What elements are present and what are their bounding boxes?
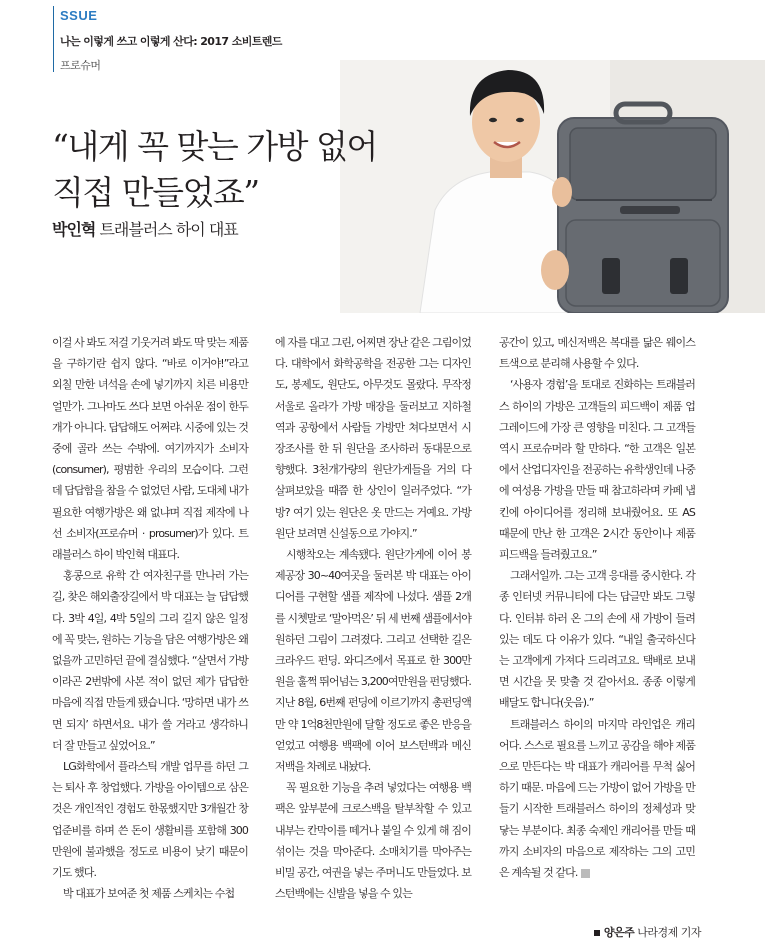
article-headline — [52, 124, 377, 216]
paragraph: 꼭 필요한 기능을 추려 넣었다는 여행용 백팩은 앞부분에 크로스백을 탈부착할 수 있고 내부는 칸막이를 떼거나 붙일 수 있게 해 짐이 섞이는 것을 막아준다. 소매치기를 막아주는 비밀 공간, 여권을 넣는 주머니도 만들었다. 보스턴백에는 신발을 넣을 수 있는 — [275, 781, 471, 901]
paragraph: 이걸 사 봐도 저걸 기웃거려 봐도 딱 맞는 제품을 구하기란 쉽지 않다. “바로 이거야!”라고 외칠 만한 녀석을 손에 넣기까지 치른 비용만 얼만가. 그나마도 쓰다 보면 아쉬운 점이 한두 개가 아니다. 답답해도 어쩌랴. 시중에 있는 것 중에 골라 쓰는 수밖에. 여기까지가 소비자(consumer), 평범한 우리의 모습이다. 그런데 답답함을 참을 수 없었던 사람, 도대체 내가 필요한 여행가방은 왜 없냐며 직접 제작에 나선 소비자(프로슈머 · prosumer)가 있다. 트래블러스 하이 박인혁 대표다. — [52, 336, 248, 562]
article-column-3 — [499, 332, 695, 883]
article-column-1 — [52, 332, 248, 904]
paragraph: ‘사용자 경험’을 토대로 진화하는 트래블러스 하이의 가방은 고객들의 피드백이 제품 업그레이드에 가장 큰 영향을 미친다. 그 고객들 역시 프로슈머라 할 만하다. “한 고객은 일본에서 산업디자인을 전공하는 유학생인데 나중에 여성용 가방을 만들 때 참고하라며 카페 냅킨에 아이디어를 정리해 보내줬어요. 또 AS 때문에 만난 한 고객은 2시간 동안이나 제품 피드백을 들려줬고요.” — [499, 378, 695, 562]
square-bullet-icon — [594, 930, 600, 936]
end-mark-icon — [581, 869, 590, 878]
paragraph-text: 트래블러스 하이의 마지막 라인업은 캐리어다. 스스로 필요를 느끼고 공감을 해야 제품으로 만든다는 박 대표가 캐리어를 무척 싫어하기 때문. 마음에 드는 가방이 없어 가방을 만들기 시작한 트래블러스 하이의 정체성과 맞닿는 부분이다. 최종 숙제인 캐리어를 만들 때까지 소비자의 마음으로 제작하는 그의 고민은 계속될 것 같다. — [499, 717, 695, 880]
credit-role: 나라경제 기자 — [637, 926, 701, 939]
paragraph: 시행착오는 계속됐다. 원단가게에 이어 봉제공장 30~40여곳을 둘러본 박 대표는 아이디어를 구현할 샘플 제작에 나섰다. 샘플 2개를 시쳇말로 ‘말아먹은’ 뒤 세 번째 샘플에서야 원하던 그림이 그려졌다. 그리고 선택한 길은 크라우드 펀딩. 와디즈에서 목표로 한 300만원을 훌쩍 뛰어넘는 3,200여만원을 펀딩했다. 지난 8월, 6번째 펀딩에 이르기까지 총펀딩액만 약 1억8천만원에 달할 정도로 좋은 반응을 얻었고 여행용 백팩에 이어 보스턴백과 메신저백을 차례로 내놨다. — [275, 548, 471, 774]
paragraph: 공간이 있고, 메신저백은 복대를 닮은 웨이스트색으로 분리해 사용할 수 있다. — [499, 336, 695, 371]
portrait-photo — [340, 60, 765, 313]
byline-title: 트래블러스 하이 대표 — [99, 220, 238, 239]
headline-line-1: “내게 꼭 맞는 가방 없어 — [52, 127, 377, 166]
paragraph: LG화학에서 플라스틱 개발 업무를 하던 그는 퇴사 후 창업했다. 가방을 아이템으로 삼은 것은 개인적인 경험도 한몫했지만 3개월간 창업준비를 하며 쓴 돈이 생활비를 포함해 300만원에 불과했을 정도로 비용이 낮기 때문이기도 했다. — [52, 760, 248, 880]
header-accent-rule — [53, 6, 54, 72]
last-paragraph — [499, 714, 695, 884]
paragraph: 에 자를 대고 그린, 어찌면 장난 같은 그림이었다. 대학에서 화학공학을 전공한 그는 디자인도, 봉제도, 원단도, 아무것도 몰랐다. 무작정 서울로 올라가 가방 매장을 둘러보고 지하철역과 공항에서 사람들 가방만 쳐다보면서 시장조사를 한 뒤 원단을 조사하러 동대문으로 향했다. 3천개가량의 원단가게들을 거의 다 살펴보았을 때쯤 한 상인이 일러주었다. “가방? 여기 있는 원단은 옷 만드는 거예요. 가방원단 보려면 신설동으로 가야지.” — [275, 336, 471, 540]
paragraph: 그래서일까. 그는 고객 응대를 중시한다. 각종 인터넷 커뮤니티에 다는 답글만 봐도 그렇다. 인터뷰 하러 온 그의 손에 새 가방이 들려 있는 데도 다 이유가 있다. “내일 출국하신다는 고객에게 가져다 드리려고요. 택배로 보내면 시간을 못 맞출 것 같아서요. 종종 이렇게 배달도 합니다(웃음).” — [499, 569, 695, 710]
byline — [52, 217, 238, 240]
byline-name: 박인혁 — [52, 220, 96, 239]
section-label: 프로슈머 — [60, 59, 101, 72]
headline-line-2: 직접 만들었죠” — [52, 173, 259, 212]
portrait-photo-illustration — [340, 60, 765, 313]
author-credit — [594, 924, 701, 940]
issue-tag: SSUE — [60, 8, 98, 23]
paragraph: 박 대표가 보여준 첫 제품 스케치는 수첩 — [63, 887, 235, 901]
issue-subtitle: 나는 이렇게 쓰고 이렇게 산다: 2017 소비트렌드 — [60, 35, 282, 48]
credit-author: 양은주 — [603, 926, 635, 939]
paragraph: 홍콩으로 유학 간 여자친구를 만나러 가는 길, 찾은 해외출장길에서 박 대표는 늘 답답했다. 3박 4일, 4박 5일의 그리 길지 않은 일정에 꼭 맞는, 원하는 기능을 담은 여행가방은 왜 없을까 고민하던 끝에 결심했다. “살면서 가방이라곤 2번밖에 사본 적이 없던 제가 답답한 마음에 직접 만들게 됐습니다. ‘망하면 내가 쓰면 되지’ 하면서요. 내가 쓸 거라고 생각하니 더 잘 만들고 싶었어요.” — [52, 569, 248, 752]
article-column-2 — [275, 332, 471, 904]
